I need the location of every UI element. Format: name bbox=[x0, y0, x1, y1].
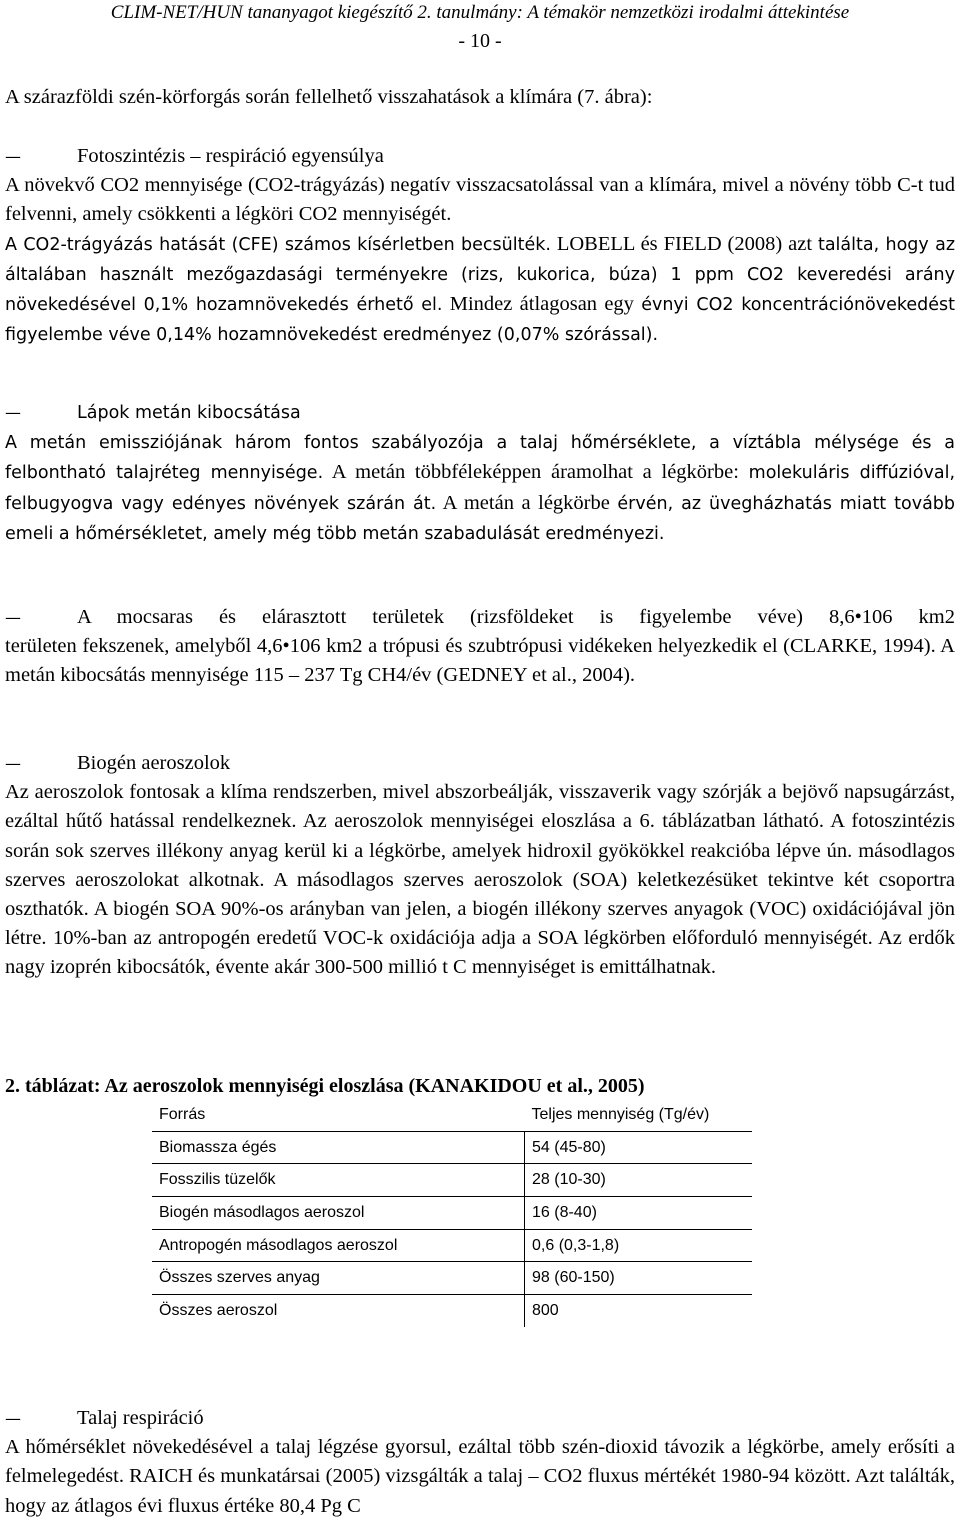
section-heading: Lápok metán kibocsátása bbox=[77, 403, 301, 423]
section-heading-row bbox=[5, 1404, 955, 1433]
amount-cell: 0,6 (0,3-1,8) bbox=[525, 1229, 753, 1262]
table-row bbox=[152, 1229, 752, 1262]
section-wetlands bbox=[5, 603, 955, 691]
section-heading: Biogén aeroszolok bbox=[77, 752, 231, 774]
source-cell: Összes szerves anyag bbox=[152, 1262, 525, 1295]
section-heading: Fotoszintézis – respiráció egyensúlya bbox=[77, 145, 384, 167]
text-run: A metán emissziójának három fontos szabályozója a talaj hőmérséklete, a víztábla mélysége és a felbontható talajréteg mennyisége. bbox=[5, 433, 955, 484]
dash-bullet bbox=[5, 749, 77, 778]
amount-cell: 16 (8-40) bbox=[525, 1197, 753, 1230]
amount-cell: 28 (10-30) bbox=[525, 1164, 753, 1197]
table-row bbox=[152, 1131, 752, 1164]
section-heading-row bbox=[5, 142, 955, 171]
amount-cell: 800 bbox=[525, 1295, 753, 1327]
section-heading-row bbox=[5, 749, 955, 778]
amount-cell: 54 (45-80) bbox=[525, 1131, 753, 1164]
source-cell: Fosszilis tüzelők bbox=[152, 1164, 525, 1197]
section-first-line: A mocsaras és elárasztott területek (rizsföldeket is figyelembe véve) 8,6•106 km2 bbox=[77, 606, 955, 628]
text-run: évnyi CO2 koncentrációnövekedést figyelembe véve 0,14% hozamnövekedést eredményez (0,07% szórással). bbox=[5, 295, 956, 346]
paragraph: A hőmérséklet növekedésével a talaj légzése gyorsul, ezáltal több szén-dioxid távozik a légkörbe, amely erősíti a felmelegedést. RAICH és munkatársai (2005) vizsgálták a talaj – CO2 fluxus mértékét 1980-94 között. Azt találták, hogy az átlagos évi fluxus értéke 80,4 Pg C bbox=[5, 1436, 955, 1517]
section-soil-respiration bbox=[5, 1404, 955, 1521]
text-run: Mindez átlagosan egy bbox=[449, 293, 634, 316]
source-cell: Biogén másodlagos aeroszol bbox=[152, 1197, 525, 1230]
table-row bbox=[152, 1295, 752, 1327]
text-run: molekuláris diffúzióval, felbugyogva vagy edényes növények szárán át. bbox=[5, 463, 956, 514]
aerosol-table bbox=[152, 1099, 752, 1327]
paragraph-mixed bbox=[5, 428, 955, 549]
text-run: LOBELL és FIELD (2008) azt bbox=[556, 232, 813, 255]
source-cell: Összes aeroszol bbox=[152, 1295, 525, 1327]
section-heading: Talaj respiráció bbox=[77, 1407, 204, 1429]
section-aerosols bbox=[5, 749, 955, 983]
dash-bullet bbox=[5, 398, 77, 427]
table-row bbox=[152, 1164, 752, 1197]
source-cell: Forrás bbox=[159, 1105, 206, 1123]
dash-bullet bbox=[5, 142, 77, 171]
table-caption: 2. táblázat: Az aeroszolok mennyiségi eloszlása (KANAKIDOU et al., 2005) bbox=[5, 1075, 645, 1097]
source-cell: Antropogén másodlagos aeroszol bbox=[152, 1229, 525, 1262]
dash-bullet bbox=[5, 1404, 77, 1433]
amount-cell: Teljes mennyiség (Tg/év) bbox=[531, 1105, 710, 1123]
intro-paragraph: A szárazföldi szén-körforgás során fellelhető visszahatások a klímára (7. ábra): bbox=[5, 86, 653, 108]
table-header-row bbox=[152, 1099, 752, 1131]
text-run: találta, hogy az általában használt mezőgazdasági terményekre (rizs, kukorica, búza) 1 ppm CO2 keveredési arány növekedésével 0,1% hozamnövekedés érhető el. bbox=[5, 234, 956, 316]
paragraph-mixed bbox=[5, 230, 955, 351]
text-run: érvén, az üvegházhatás miatt tovább emeli a hőmérsékletet, amely még több metán szabadulását eredményezi. bbox=[5, 493, 956, 544]
running-header: CLIM-NET/HUN tananyagot kiegészítő 2. tanulmány: A témakör nemzetközi irodalmi áttekintése bbox=[110, 2, 850, 23]
section-photosynthesis bbox=[5, 142, 955, 350]
page-number: - 10 - bbox=[458, 30, 502, 52]
table-row bbox=[152, 1262, 752, 1295]
section-methane bbox=[5, 398, 955, 549]
text-run: A metán többféleképpen áramolhat a légkörbe: bbox=[331, 461, 739, 484]
section-heading-row bbox=[5, 603, 955, 632]
section-heading-row bbox=[5, 398, 955, 428]
paragraph: A növekvő CO2 mennyisége (CO2-trágyázás) negatív visszacsatolással van a klímára, mivel a növény több C-t tud felvenni, amely csökkenti a légköri CO2 mennyiségét. bbox=[5, 174, 955, 226]
paragraph: Az aeroszolok fontosak a klíma rendszerben, mivel abszorbeálják, visszaverik vagy szórják a bejövő napsugárzást, ezáltal hűtő hatással rendelkeznek. Az aeroszolok mennyiségei eloszlása a 6. táblázatban látható. A fotoszintézis során sok szerves illékony anyag kerül ki a légkörbe, amelyek hidroxil gyökökkel reakcióba lépve ún. másodlagos szerves aeroszolokat alkotnak. A másodlagos szerves aeroszolok (SOA) keletkezésüket tekintve két csoportra oszthatók. A biogén SOA 90%-os arányban van jelen, a biogén illékony szerves anyagok (VOC) oxidációjával jön létre. 10%-ban az antropogén eredetű VOC-k oxidációja adja a SOA légkörben előforduló mennyiségét. Az erdők nagy izoprén kibocsátók, évente akár 300-500 millió t C mennyiséget is emittálhatnak. bbox=[5, 781, 955, 979]
dash-bullet bbox=[5, 603, 77, 632]
table-row bbox=[152, 1197, 752, 1230]
text-run: A CO2-trágyázás hatását (CFE) számos kísérletben becsülték. bbox=[5, 234, 551, 255]
paragraph: területen fekszenek, amelyből 4,6•106 km2 a trópusi és szubtrópusi vidékeken helyezkedik el (CLARKE, 1994). A metán kibocsátás mennyisége 115 – 237 Tg CH4/év (GEDNEY et al., 2004). bbox=[5, 635, 955, 687]
amount-cell: 98 (60-150) bbox=[525, 1262, 753, 1295]
text-run: A metán a légkörbe bbox=[442, 491, 610, 514]
source-cell: Biomassza égés bbox=[152, 1131, 525, 1164]
